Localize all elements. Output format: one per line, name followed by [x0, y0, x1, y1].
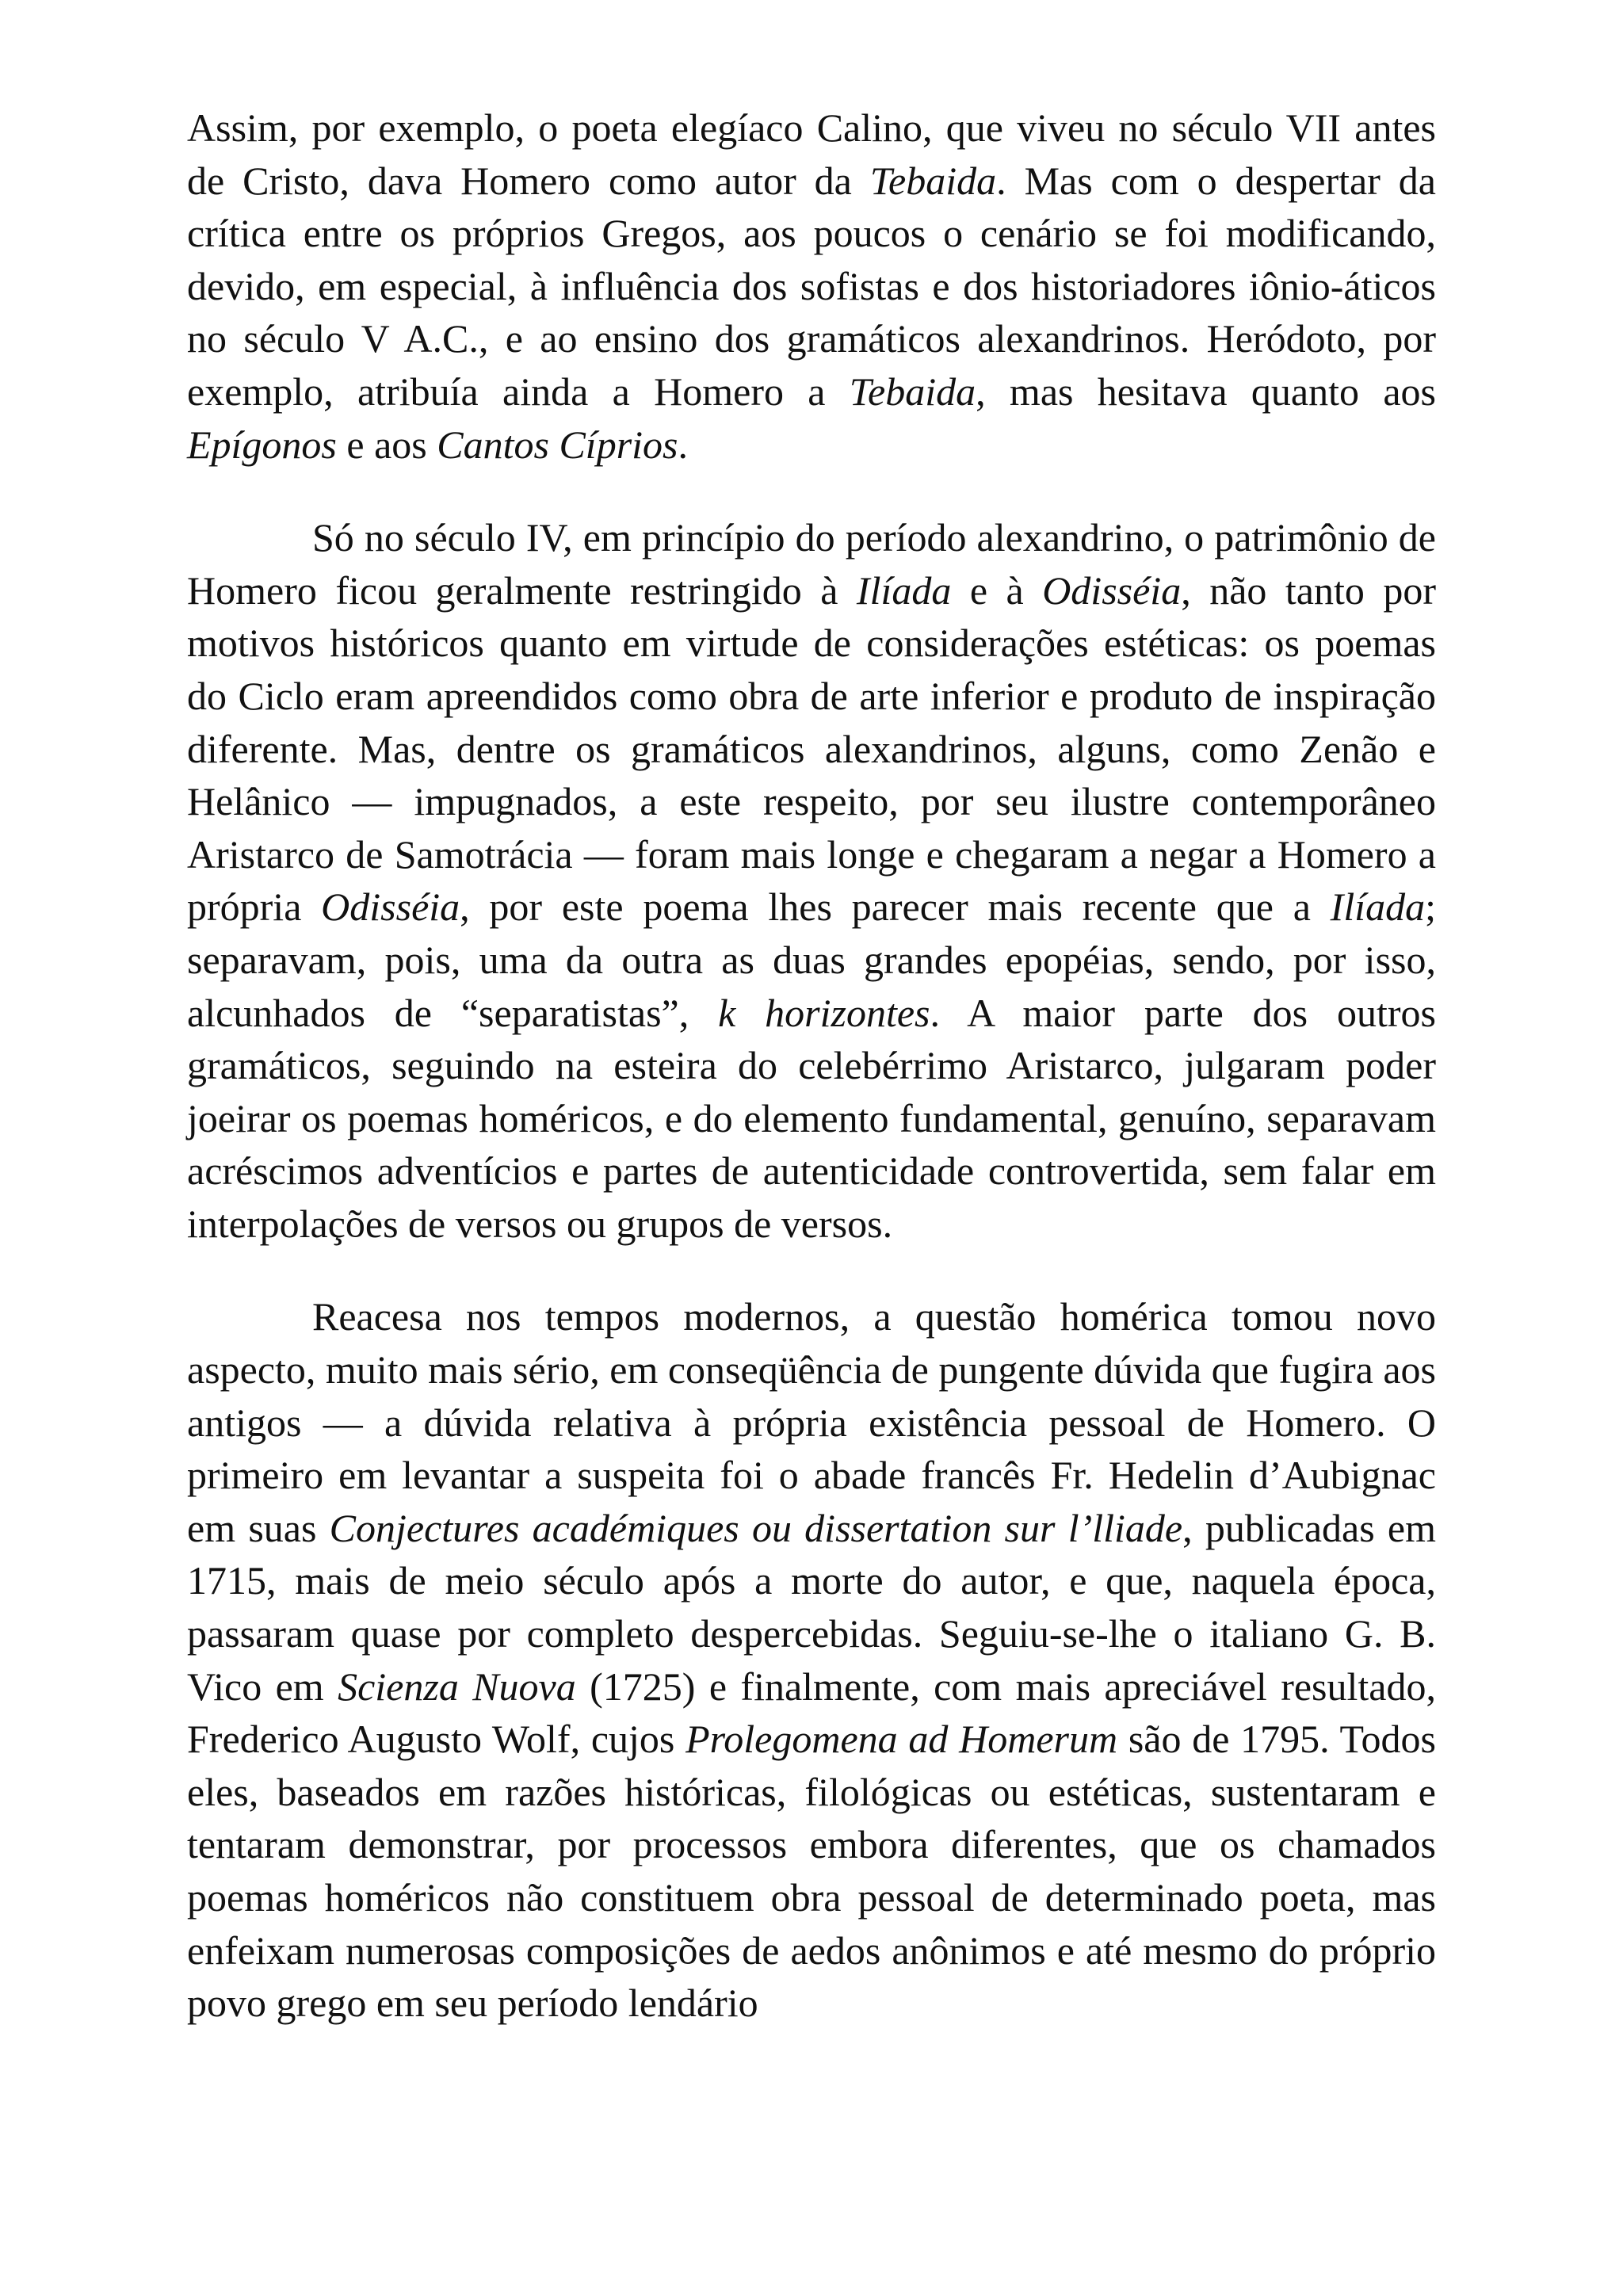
italic-term: k horizontes	[718, 990, 930, 1035]
italic-title: Tebaida	[849, 369, 976, 414]
text-run: , mas hesitava quanto aos	[976, 369, 1436, 414]
text-run: (1725) e finalmente, com mais apreciável resultado, Frederico Augusto Wolf, cujos	[187, 1664, 1436, 1762]
text-run: Só no século IV, em princípio do período alexandrino, o patrimônio de Homero ficou geralmente restringido à	[187, 515, 1436, 613]
text-run: e aos	[336, 422, 437, 467]
text-run: . A maior parte dos outros gramáticos, seguindo na esteira do celebérrimo Aristarco, julgaram poder joeirar os poemas homéricos, e do elemento fundamental, genuíno, separavam acréscimos adventícios e partes de autenticidade controvertida, sem falar em interpolações de versos ou grupos de versos.	[187, 990, 1436, 1246]
italic-title: Ilíada	[856, 567, 952, 613]
text-run: , publicadas em 1715, mais de meio século após a morte do autor, e que, naquela época, passaram quase por completo despercebidas. Seguiu-se-lhe o italiano G. B. Vico em	[187, 1505, 1436, 1709]
text-run: são de 1795. Todos eles, baseados em razões históricas, filológicas ou estéticas, sustentaram e tentaram demonstrar, por processos embora diferentes, que os chamados poemas homéricos não constituem obra pessoal de determinado poeta, mas enfeixam numerosas composições de aedos anônimos e até mesmo do próprio povo grego em seu período lendário	[187, 1717, 1436, 2026]
text-run: .	[678, 422, 688, 467]
italic-title: Epígonos	[187, 422, 337, 467]
paragraph-3	[187, 1290, 1436, 2029]
text-run: Reacesa nos tempos modernos, a questão homérica tomou novo aspecto, muito mais sério, em conseqüência de pungente dúvida que fugira aos antigos — a dúvida relativa à própria existência pessoal de Homero. O primeiro em levantar a suspeita foi o abade francês Fr. Hedelin d’Aubignac em suas	[187, 1294, 1436, 1550]
document-page	[187, 101, 1436, 2030]
text-run: Assim, por exemplo, o poeta elegíaco Calino, que viveu no século VII antes de Cristo, dava Homero como autor da	[187, 105, 1436, 203]
paragraph-1	[187, 101, 1436, 471]
text-run: , não tanto por motivos históricos quanto em virtude de considerações estéticas: os poemas do Ciclo eram apreendidos como obra de arte inferior e produto de inspiração diferente. Mas, dentre os gramáticos alexandrinos, alguns, como Zenão e Helânico — impugnados, a este respeito, por seu ilustre contemporâneo Aristarco de Samotrácia — foram mais longe e chegaram a negar a Homero a própria	[187, 567, 1436, 930]
italic-title: Cantos Cíprios	[437, 422, 678, 467]
text-run: . Mas com o despertar da crítica entre os próprios Gregos, aos poucos o cenário se foi modificando, devido, em especial, à influência dos sofistas e dos historiadores iônio-áticos no século V A.C., e ao ensino dos gramáticos alexandrinos. Heródoto, por exemplo, atribuía ainda a Homero a	[187, 158, 1436, 414]
italic-title: Odisséia	[1042, 567, 1182, 613]
italic-title: Tebaida	[869, 158, 997, 203]
italic-title: Ilíada	[1330, 884, 1426, 930]
italic-title: Scienza Nuova	[338, 1664, 576, 1709]
text-run: e à	[951, 567, 1043, 613]
text-run: ; separavam, pois, uma da outra as duas grandes epopéias, sendo, por isso, alcunhados de “separatistas”,	[187, 884, 1437, 1035]
italic-title: Odisséia	[321, 884, 460, 930]
italic-title: Prolegomena ad Homerum	[685, 1717, 1118, 1762]
text-run: , por este poema lhes parecer mais recente que a	[460, 884, 1331, 930]
italic-title: Conjectures académiques ou dissertation sur l’lliade	[329, 1505, 1183, 1550]
paragraph-2	[187, 511, 1436, 1250]
